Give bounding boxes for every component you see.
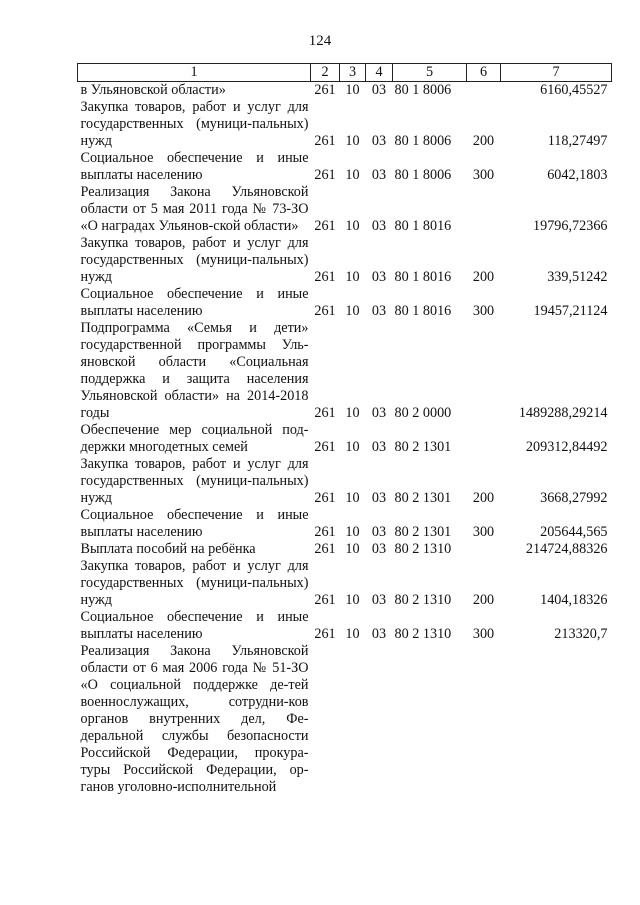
row-code-4: 03	[371, 439, 387, 455]
table-row	[78, 456, 612, 507]
row-code-2: 261	[314, 626, 336, 642]
table-row	[78, 507, 612, 541]
row-code-5: 80 1 8016	[394, 269, 452, 285]
row-amount: 1404,18326	[540, 592, 608, 608]
row-code-5: 80 1 8016	[394, 218, 452, 234]
page-number: 124	[308, 33, 332, 49]
row-amount: 209312,84492	[525, 439, 608, 455]
row-amount: 118,27497	[547, 133, 608, 149]
table-row	[78, 286, 612, 320]
row-code-6	[467, 82, 501, 100]
row-name: Реализация Закона Ульяновской области от 6 мая 2006 года № 51-ЗО «О социальной поддержке де-тей военнослужащих, сотрудни-ков органов внутренних дел, Фе-деральной службы безопасности Российской Федерации, прокура-туры Российской Федерации, ор-ганов уголовно-исполнительной	[80, 643, 309, 795]
table-row	[78, 643, 612, 796]
row-amount: 339,51242	[547, 269, 608, 285]
row-code-2: 261	[314, 133, 336, 149]
table-row	[78, 609, 612, 643]
row-amount: 3668,27992	[540, 490, 608, 506]
header-col-6: 6	[467, 64, 501, 82]
row-name: Обеспечение мер социальной под-держки многодетных семей	[80, 422, 309, 455]
row-code-6: 300	[472, 167, 495, 183]
table-row	[78, 150, 612, 184]
row-name: Реализация Закона Ульяновской области от 5 мая 2011 года № 73-ЗО «О наградах Ульянов-ской области»	[80, 184, 309, 234]
row-code-4: 03	[371, 541, 387, 557]
row-code-3: 10	[345, 541, 360, 557]
row-code-4: 03	[371, 167, 387, 183]
row-code-5: 80 1 8006	[394, 82, 452, 98]
row-code-3: 10	[345, 524, 360, 540]
row-code-6	[467, 422, 501, 456]
row-name: Закупка товаров, работ и услуг для государственных (муници-пальных) нужд	[80, 456, 309, 506]
header-col-7: 7	[501, 64, 612, 82]
row-amount: 205644,565	[540, 524, 608, 540]
row-code-6: 300	[472, 524, 495, 540]
row-code-5: 80 1 8006	[394, 133, 452, 149]
row-code-6: 200	[472, 269, 495, 285]
row-code-5: 80 1 8016	[394, 303, 452, 319]
row-amount: 19457,21124	[533, 303, 608, 319]
row-name: Закупка товаров, работ и услуг для государственных (муници-пальных) нужд	[80, 558, 309, 608]
row-code-2: 261	[314, 303, 336, 319]
row-code-3: 10	[345, 269, 360, 285]
row-code-3: 10	[345, 405, 360, 421]
row-code-6: 300	[472, 626, 495, 642]
header-col-3: 3	[340, 64, 366, 82]
row-code-4: 03	[371, 592, 387, 608]
row-name: Социальное обеспечение и иные выплаты населению	[80, 286, 309, 319]
row-code-4: 03	[371, 303, 387, 319]
header-col-4: 4	[366, 64, 393, 82]
row-code-5: 80 2 0000	[394, 405, 452, 421]
row-code-2: 261	[314, 490, 336, 506]
row-code-3: 10	[345, 592, 360, 608]
row-name: Социальное обеспечение и иные выплаты населению	[80, 150, 309, 183]
row-code-5: 80 2 1310	[394, 592, 452, 608]
row-code-4: 03	[371, 524, 387, 540]
row-code-2: 261	[314, 524, 336, 540]
row-name: Закупка товаров, работ и услуг для государственных (муници-пальных) нужд	[80, 99, 309, 149]
row-code-6	[467, 643, 501, 796]
row-name: Подпрограмма «Семья и дети» государственной программы Уль-яновской области «Социальная поддержка и защита населения Ульяновской области» на 2014-2018 годы	[80, 320, 309, 421]
table-row	[78, 320, 612, 422]
row-code-4: 03	[371, 405, 387, 421]
row-name: Социальное обеспечение и иные выплаты населению	[80, 609, 309, 642]
table-row	[78, 541, 612, 558]
row-code-2: 261	[314, 541, 336, 557]
row-name: в Ульяновской области»	[80, 82, 226, 98]
row-amount: 213320,7	[554, 626, 608, 642]
row-amount: 214724,88326	[525, 541, 608, 557]
row-code-2	[311, 643, 340, 796]
row-code-5	[393, 643, 467, 796]
row-amount: 6160,45527	[540, 82, 608, 98]
row-amount: 6042,1803	[547, 167, 608, 183]
row-code-3: 10	[345, 218, 360, 234]
row-code-5: 80 2 1301	[394, 524, 452, 540]
row-code-4: 03	[371, 490, 387, 506]
table-row	[78, 558, 612, 609]
row-code-6: 300	[472, 303, 495, 319]
row-code-3: 10	[345, 167, 360, 183]
row-code-2: 261	[314, 439, 336, 455]
header-col-2: 2	[311, 64, 340, 82]
row-name: Выплата пособий на ребёнка	[80, 541, 256, 557]
header-col-5: 5	[393, 64, 467, 82]
row-code-3: 10	[345, 439, 360, 455]
row-code-3: 10	[345, 133, 360, 149]
row-code-2: 261	[314, 82, 336, 98]
row-amount: 1489288,29214	[518, 405, 608, 421]
row-code-5: 80 2 1301	[394, 439, 452, 455]
row-code-4: 03	[371, 82, 387, 98]
row-code-6	[467, 184, 501, 235]
row-code-3: 10	[345, 626, 360, 642]
row-code-5: 80 1 8006	[394, 167, 452, 183]
row-code-5: 80 2 1310	[394, 626, 452, 642]
row-amount	[501, 643, 612, 796]
row-code-4: 03	[371, 269, 387, 285]
table-row	[78, 422, 612, 456]
row-code-2: 261	[314, 269, 336, 285]
row-code-3	[340, 643, 366, 796]
row-code-6: 200	[472, 490, 495, 506]
row-code-2: 261	[314, 167, 336, 183]
row-code-6: 200	[472, 133, 495, 149]
row-code-6	[467, 541, 501, 558]
row-code-4: 03	[371, 218, 387, 234]
budget-table	[77, 63, 612, 796]
header-col-1: 1	[78, 64, 311, 82]
row-code-4: 03	[371, 626, 387, 642]
row-code-6	[467, 320, 501, 422]
table-header	[78, 64, 612, 82]
table-row	[78, 235, 612, 286]
row-code-5: 80 2 1301	[394, 490, 452, 506]
row-amount: 19796,72366	[533, 218, 608, 234]
table-row	[78, 184, 612, 235]
row-code-5: 80 2 1310	[394, 541, 452, 557]
row-code-3: 10	[345, 490, 360, 506]
row-code-2: 261	[314, 592, 336, 608]
row-code-6: 200	[472, 592, 495, 608]
row-name: Закупка товаров, работ и услуг для государственных (муници-пальных) нужд	[80, 235, 309, 285]
row-code-4: 03	[371, 133, 387, 149]
row-name: Социальное обеспечение и иные выплаты населению	[80, 507, 309, 540]
table-row	[78, 82, 612, 100]
row-code-4	[366, 643, 393, 796]
row-code-3: 10	[345, 82, 360, 98]
table-body	[78, 82, 612, 797]
row-code-2: 261	[314, 405, 336, 421]
row-code-3: 10	[345, 303, 360, 319]
table-row	[78, 99, 612, 150]
row-code-2: 261	[314, 218, 336, 234]
